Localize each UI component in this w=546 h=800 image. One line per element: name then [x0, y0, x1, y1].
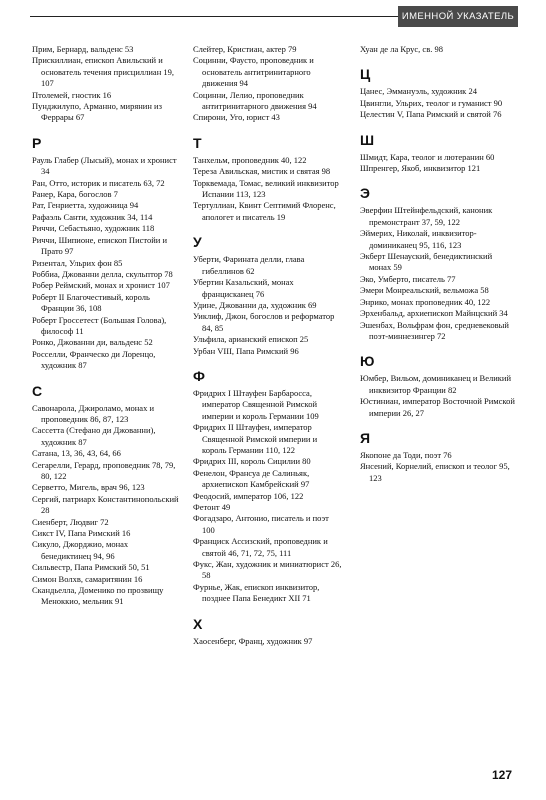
index-entry: Янсений, Корнелий, епископ и теолог 95, 123: [360, 461, 510, 483]
index-entry: Ранер, Кара, богослов 7: [32, 189, 118, 200]
index-entry: Сикст IV, Папа Римский 16: [32, 528, 131, 539]
index-entry: Целестин V, Папа Римский и святой 76: [360, 109, 502, 120]
index-entry: Ризентал, Ульрих фон 85: [32, 257, 123, 268]
index-entry: Серветто, Мигель, врач 96, 123: [32, 482, 145, 493]
index-entry: Симон Волхв, самаритянин 16: [32, 573, 143, 584]
letter-heading: Э: [360, 185, 370, 202]
index-entry: Шпренгер, Якоб, инквизитор 121: [360, 163, 481, 174]
index-entry: Цвингли, Ульрих, теолог и гуманист 90: [360, 97, 503, 108]
index-entry: Сильвестр, Папа Римский 50, 51: [32, 562, 150, 573]
index-entry: Сергий, патриарх Константинопольский 28: [32, 493, 179, 516]
index-entry: Феодосий, император 106, 122: [193, 490, 304, 501]
index-entry: Социнни, Фаусто, проповедник и основатель антитринитарного движения 94: [193, 55, 314, 89]
letter-heading: Ю: [360, 353, 375, 370]
index-entry: Торквемада, Томас, великий инквизитор Испании 113, 123: [193, 177, 339, 200]
index-entry: Сассетта (Стефано ди Джованни), художник 87: [32, 425, 156, 447]
index-entry: Энрико, монах проповедник 40, 122: [360, 296, 491, 307]
index-entry: Фетонт 49: [193, 502, 231, 512]
index-entry: Ронко, Джованни ди, вальденс 52: [32, 337, 153, 348]
index-entry: Пунджилупо, Арманно, мирянин из Феррары 67: [32, 101, 162, 123]
index-entry: Уиклиф, Джон, богослов и реформатор 84, 85: [193, 311, 335, 333]
index-entry: Эмери Монреальский, вельможа 58: [360, 285, 489, 296]
index-entry: Эрхенбальд, архиепископ Майнцский 34: [360, 308, 508, 319]
index-entry: Слейтер, Кристиан, актер 79: [193, 44, 297, 54]
index-entry: Роббиа, Джованни делла, скульптор 78: [32, 268, 173, 279]
index-entry: Эко, Умберто, писатель 77: [360, 273, 456, 284]
index-entry: Ульфила, арианский епископ 25: [193, 334, 309, 345]
index-entry: Тереза Авильская, мистик и святая 98: [193, 166, 331, 177]
index-entry: Скандьелла, Доменико по прозвищу Меноккио, мельник 91: [32, 585, 164, 607]
letter-heading: Ф: [193, 367, 205, 384]
index-entry: Убертин Казальский, монах францисканец 76: [193, 277, 294, 299]
index-entry: Савонарола, Джироламо, монах и проповедник 86, 87, 123: [32, 402, 154, 424]
letter-heading: Я: [360, 429, 371, 446]
index-entry: Фенелон, Франсуа де Салиньяк, архиепископ Камбрейский 97: [193, 467, 310, 490]
index-entry: Риччи, Шипионе, епископ Пистойи и Прато 97: [32, 234, 168, 257]
index-entry: Эшенбах, Вольфрам фон, средневековый поэт-миннезингер 72: [360, 319, 509, 341]
index-entry: Спирони, Уго, юрист 43: [193, 112, 280, 123]
index-entry: Якопоне да Тоди, поэт 76: [360, 449, 452, 460]
index-entry: Франциск Ассизский, проповедник и святой 46, 71, 72, 75, 111: [193, 536, 328, 558]
index-entry: Урбан VIII, Папа Римский 96: [193, 345, 299, 356]
index-entry: Социнни, Лелио, проповедник антитринитарного движения 94: [193, 89, 317, 112]
index-entry: Ран, Отто, историк и писатель 63, 72: [32, 177, 165, 188]
index-entry: Эймерих, Николай, инквизитор-доминиканец 95, 116, 123: [360, 228, 477, 250]
letter-heading: Ш: [360, 131, 375, 148]
index-entry: Сикуло, Джорджио, монах бенедиктинец 94, 96: [32, 539, 129, 561]
index-entry: Фридрих III, король Сицилии 80: [193, 456, 311, 467]
header-rule: [30, 16, 398, 17]
index-column-1: [32, 44, 180, 608]
letter-heading: Р: [32, 134, 42, 151]
index-entry: Сатана, 13, 36, 43, 64, 66: [32, 448, 121, 459]
index-entry: Фогадзаро, Антонио, писатель и поэт 100: [193, 513, 329, 535]
index-entry: Фурнье, Жак, епископ инквизитор, позднее Папа Бенедикт XII 71: [193, 581, 320, 604]
index-entry: Шмидт, Кара, теолог и лютеранин 60: [360, 151, 495, 162]
index-entry: Рафаэль Санти, художник 34, 114: [32, 211, 153, 222]
index-entry: Уберти, Фарината делли, глава гибеллинов 62: [193, 254, 305, 276]
index-entry: Юстиниан, император Восточной Римской империи 26, 27: [360, 396, 515, 418]
index-entry: Сегарелли, Герард, проповедник 78, 79, 80, 122: [32, 459, 176, 481]
section-header: [398, 6, 518, 27]
letter-heading: У: [193, 234, 202, 251]
index-entry: Рат, Генриетта, художница 94: [32, 200, 139, 211]
index-column-2: [193, 44, 343, 647]
index-entry: Рауль Глабер (Лысый), монах и хронист 34: [32, 154, 177, 177]
index-entry: Роберт Гроссетест (Большая Голова), философ 11: [32, 314, 167, 336]
index-entry: Роберт II Благочестивый, король Франции 36, 108: [32, 291, 150, 314]
index-entry: Прим, Бернард, вальденс 53: [32, 44, 134, 54]
page-number: 127: [491, 768, 512, 782]
index-entry: Хаосенберг, Франц, художник 97: [193, 635, 313, 646]
index-entry: Сиенберт, Людвиг 72: [32, 516, 109, 527]
index-entry: Росселли, Франческо ди Лоренцо, художник 87: [32, 348, 156, 371]
index-entry: Фридрих II Штауфен, император Священной Римской империи и король Германии 110, 122: [193, 422, 318, 455]
index-entry: Экберт Шенауский, бенедиктинский монах 59: [360, 251, 493, 273]
index-entry: Удине, Джованни да, художник 69: [193, 299, 317, 310]
index-entry: Птолемей, гностик 16: [32, 89, 112, 100]
index-entry: Риччи, Себастьяно, художник 118: [32, 223, 155, 234]
letter-heading: Ц: [360, 66, 371, 83]
index-entry: Танхельм, проповедник 40, 122: [193, 154, 307, 165]
letter-heading: С: [32, 382, 43, 399]
letter-heading: Т: [193, 134, 202, 151]
index-column-3: [360, 44, 516, 484]
letter-heading: Х: [193, 615, 203, 632]
index-entry: Тертуллиан, Квинт Септимий Флоренс, апологет и писатель 19: [193, 200, 336, 222]
index-entry: Юмбер, Вильом, доминиканец и Великий инквизитор Франции 82: [360, 373, 511, 395]
index-entry: Цанес, Эммануэль, художник 24: [360, 86, 477, 97]
index-entry: Робер Реймский, монах и хронист 107: [32, 280, 170, 291]
index-entry: Фукс, Жан, художник и миниатюрист 26, 58: [193, 559, 342, 581]
index-entry: Эверфин Штейнфельдский, каноник премонстрант 37, 59, 122: [360, 205, 493, 227]
index-entry: Прискиллиан, епископ Авильский и основатель течения присциллиан 19, 107: [32, 55, 174, 89]
index-entry: Хуан де ла Крус, св. 98: [360, 44, 443, 54]
index-entry: Фридрих I Штауфен Барбаросса, император Священной Римской империи и король Германии 109: [193, 387, 319, 421]
section-title: ИМЕННОЙ УКАЗАТЕЛЬ: [401, 11, 515, 22]
